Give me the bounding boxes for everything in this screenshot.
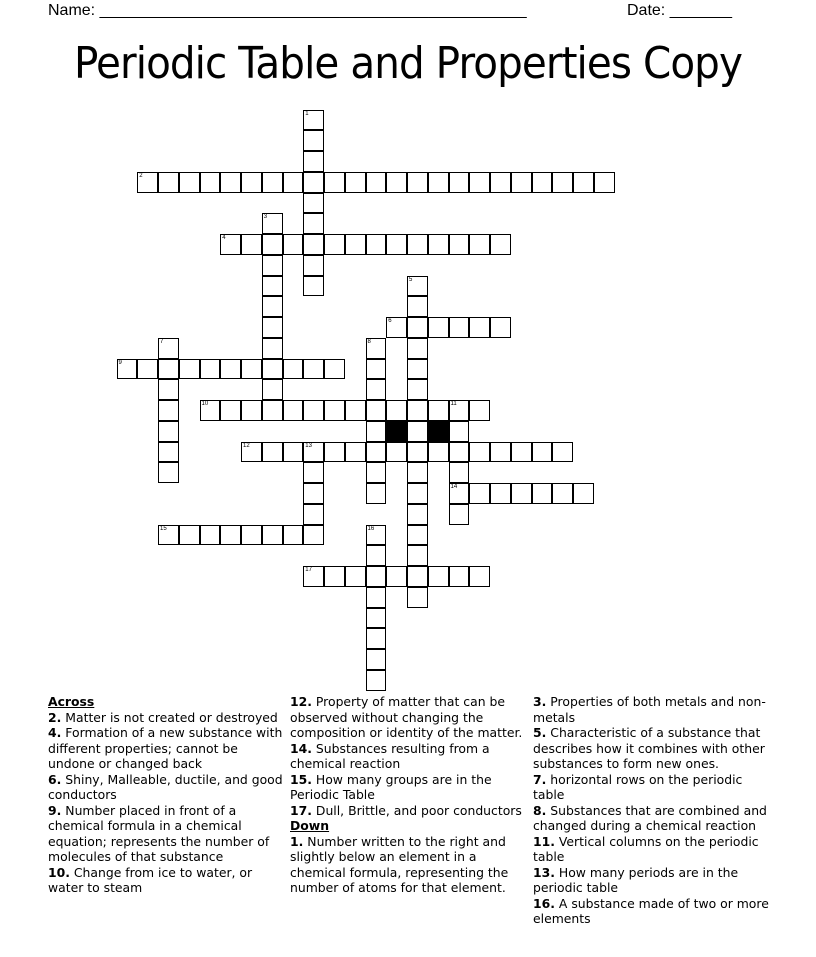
grid-cell[interactable] — [200, 172, 221, 193]
clue-text: Properties of both metals and non-metals — [533, 694, 766, 725]
clue-text: How many groups are in the Periodic Table — [290, 771, 492, 802]
grid-cell[interactable] — [283, 234, 304, 255]
grid-cell[interactable] — [303, 130, 324, 151]
grid-cell[interactable] — [449, 504, 470, 525]
grid-cell[interactable] — [449, 442, 470, 463]
grid-cell[interactable] — [303, 213, 324, 234]
grid-cell[interactable] — [137, 359, 158, 380]
clue-number: 4 — [222, 235, 226, 241]
grid-cell[interactable] — [511, 172, 532, 193]
grid-cell[interactable] — [366, 462, 387, 483]
across-clue — [290, 772, 526, 803]
grid-cell[interactable] — [532, 172, 553, 193]
grid-cell[interactable] — [303, 193, 324, 214]
grid-cell[interactable] — [366, 587, 387, 608]
grid-cell[interactable] — [241, 172, 262, 193]
clue-number: 11 — [450, 401, 457, 407]
clue-number: 14 — [450, 484, 458, 490]
grid-cell[interactable] — [158, 379, 179, 400]
grid-cell[interactable] — [283, 359, 304, 380]
grid-cell[interactable] — [200, 359, 221, 380]
grid-cell[interactable] — [324, 400, 345, 421]
clue-num: 15. — [290, 771, 312, 787]
clue-text: Number written to the right and slightly below an element in a chemical formula, representing the number of atoms for that element. — [290, 833, 509, 895]
grid-cell[interactable] — [386, 400, 407, 421]
down-clue — [533, 725, 773, 772]
grid-cell[interactable] — [532, 442, 553, 463]
grid-cell[interactable] — [552, 442, 573, 463]
grid-cell[interactable] — [262, 359, 283, 380]
grid-cell[interactable] — [303, 462, 324, 483]
clue-text: Number placed in front of a chemical formula in a chemical equation; represents the number of molecules of that substance — [48, 802, 270, 864]
grid-cell[interactable] — [262, 296, 283, 317]
across-clue — [48, 725, 288, 772]
grid-cell[interactable] — [407, 234, 428, 255]
grid-cell[interactable] — [345, 442, 366, 463]
grid-cell[interactable] — [200, 525, 221, 546]
grid-cell[interactable] — [262, 338, 283, 359]
grid-cell[interactable] — [511, 442, 532, 463]
grid-cell[interactable] — [303, 172, 324, 193]
grid-cell[interactable] — [386, 317, 407, 338]
grid-cell[interactable] — [283, 172, 304, 193]
clue-number: 17 — [305, 567, 312, 573]
down-clue — [533, 896, 773, 927]
down-clue — [533, 772, 773, 803]
down-clue — [533, 834, 773, 865]
grid-cell[interactable] — [469, 234, 490, 255]
grid-cell[interactable] — [469, 442, 490, 463]
grid-cell[interactable] — [366, 608, 387, 629]
clue-text: Dull, Brittle, and poor conductors — [315, 802, 522, 818]
grid-cell[interactable] — [241, 359, 262, 380]
grid-cell[interactable] — [283, 442, 304, 463]
clue-text: Matter is not created or destroyed — [65, 709, 278, 725]
down-clue — [290, 834, 526, 896]
clue-num: 1. — [290, 833, 304, 849]
clue-text: Substances that are combined and changed during a chemical reaction — [533, 802, 767, 833]
grid-cell[interactable] — [407, 545, 428, 566]
grid-cell[interactable] — [324, 359, 345, 380]
across-clue — [48, 710, 288, 726]
grid-cell[interactable] — [449, 421, 470, 442]
grid-cell[interactable] — [428, 400, 449, 421]
across-clue — [48, 772, 288, 803]
clue-num: 9. — [48, 802, 62, 818]
clue-number: 3 — [263, 214, 268, 221]
grid-cell[interactable] — [552, 483, 573, 504]
grid-cell[interactable] — [283, 400, 304, 421]
grid-cell[interactable] — [303, 359, 324, 380]
page-title: Periodic Table and Properties Copy — [73, 38, 743, 89]
grid-cell[interactable] — [386, 566, 407, 587]
down-heading: Down — [290, 818, 330, 833]
grid-cell[interactable] — [366, 525, 387, 546]
grid-cell[interactable] — [449, 172, 470, 193]
grid-cell[interactable] — [262, 317, 283, 338]
clue-num: 13. — [533, 864, 555, 880]
grid-cell[interactable] — [407, 359, 428, 380]
grid-cell[interactable] — [449, 462, 470, 483]
grid-cell[interactable] — [303, 525, 324, 546]
grid-cell[interactable] — [407, 587, 428, 608]
grid-cell[interactable] — [345, 400, 366, 421]
grid-cell[interactable] — [407, 172, 428, 193]
grid-cell[interactable] — [303, 483, 324, 504]
grid-cell[interactable] — [386, 442, 407, 463]
grid-cell[interactable] — [158, 172, 179, 193]
grid-cell[interactable] — [449, 566, 470, 587]
grid-cell[interactable] — [220, 525, 241, 546]
clue-number: 16 — [367, 525, 375, 532]
grid-cell[interactable] — [158, 442, 179, 463]
across-clue — [48, 865, 288, 896]
grid-cell[interactable] — [262, 213, 283, 234]
grid-cell[interactable] — [366, 628, 387, 649]
grid-cell[interactable] — [490, 234, 511, 255]
grid-cell[interactable] — [303, 400, 324, 421]
clue-text: Substances resulting from a chemical reaction — [290, 740, 490, 771]
down-clue — [533, 865, 773, 896]
grid-cell[interactable] — [262, 234, 283, 255]
grid-cell[interactable] — [428, 317, 449, 338]
grid-cell[interactable] — [158, 462, 179, 483]
grid-cell[interactable] — [490, 442, 511, 463]
clue-num: 10. — [48, 864, 70, 880]
grid-cell[interactable] — [386, 234, 407, 255]
across-clue — [290, 741, 526, 772]
grid-cell[interactable] — [324, 234, 345, 255]
clue-num: 7. — [533, 771, 547, 787]
grid-cell[interactable] — [283, 525, 304, 546]
grid-cell[interactable] — [262, 400, 283, 421]
grid-cell[interactable] — [490, 172, 511, 193]
grid-cell[interactable] — [303, 276, 324, 297]
grid-cell[interactable] — [469, 566, 490, 587]
down-clue — [533, 803, 773, 834]
grid-cell[interactable] — [407, 317, 428, 338]
clue-num: 14. — [290, 740, 312, 756]
grid-cell[interactable] — [158, 525, 179, 546]
clue-number: 7 — [160, 338, 164, 345]
grid-cell[interactable] — [303, 442, 324, 463]
grid-cell[interactable] — [241, 525, 262, 546]
clue-num: 3. — [533, 694, 547, 709]
grid-cell[interactable] — [407, 525, 428, 546]
grid-cell[interactable] — [407, 442, 428, 463]
clue-text: Characteristic of a substance that describes how it combines with other substances to form new ones. — [533, 725, 765, 771]
grid-cell[interactable] — [158, 338, 179, 359]
grid-cell[interactable] — [428, 172, 449, 193]
grid-cell[interactable] — [428, 442, 449, 463]
grid-cell[interactable] — [241, 400, 262, 421]
clue-number: 9 — [118, 359, 122, 366]
grid-cell[interactable] — [345, 234, 366, 255]
grid-cell[interactable] — [449, 400, 470, 421]
grid-cell[interactable] — [407, 379, 428, 400]
name-field[interactable]: Name: ________________________________________________ — [48, 2, 527, 19]
grid-cell[interactable] — [303, 566, 324, 587]
grid-cell[interactable] — [303, 255, 324, 276]
grid-cell[interactable] — [241, 234, 262, 255]
date-field[interactable]: Date: _______ — [627, 2, 732, 19]
grid-cell[interactable] — [407, 276, 428, 297]
grid-cell[interactable] — [220, 234, 241, 255]
grid-cell[interactable] — [407, 421, 428, 442]
grid-cell[interactable] — [262, 255, 283, 276]
grid-cell[interactable] — [449, 317, 470, 338]
grid-cell[interactable] — [366, 234, 387, 255]
clue-num: 11. — [533, 833, 555, 849]
grid-cell[interactable] — [262, 379, 283, 400]
grid-cell[interactable] — [407, 400, 428, 421]
grid-cell[interactable] — [469, 483, 490, 504]
clue-text: A substance made of two or more elements — [533, 895, 769, 926]
grid-cell[interactable] — [407, 566, 428, 587]
across-clue — [48, 803, 288, 865]
across-heading: Across — [48, 694, 95, 709]
grid-cell[interactable] — [366, 359, 387, 380]
grid-cell[interactable] — [366, 400, 387, 421]
clue-number: 1 — [305, 110, 309, 117]
grid-cell[interactable] — [366, 379, 387, 400]
clue-num: 8. — [533, 802, 547, 818]
clue-num: 2. — [48, 709, 62, 725]
grid-cell[interactable] — [366, 670, 387, 691]
clue-text: Formation of a new substance with different properties; cannot be undone or changed back — [48, 725, 283, 771]
clue-number: 15 — [160, 525, 167, 532]
across-clue — [290, 694, 526, 741]
clue-number: 2 — [139, 172, 143, 179]
grid-cell[interactable] — [366, 483, 387, 504]
down-clue — [533, 694, 773, 725]
clue-text: Property of matter that can be observed without changing the composition or identity of the matter. — [290, 694, 523, 740]
grid-cell[interactable] — [449, 483, 470, 504]
clue-number: 10 — [201, 401, 209, 407]
clue-num: 4. — [48, 725, 62, 740]
grid-cell[interactable] — [366, 545, 387, 566]
grid-cell[interactable] — [428, 566, 449, 587]
grid-cell[interactable] — [158, 359, 179, 380]
grid-cell[interactable] — [262, 442, 283, 463]
black-cell — [428, 421, 449, 442]
grid-cell[interactable] — [511, 483, 532, 504]
clue-text: Shiny, Malleable, ductile, and good conductors — [48, 771, 283, 802]
grid-cell[interactable] — [303, 110, 324, 131]
grid-cell[interactable] — [345, 172, 366, 193]
grid-cell[interactable] — [407, 504, 428, 525]
grid-cell[interactable] — [324, 566, 345, 587]
clue-number: 13 — [305, 442, 312, 449]
grid-cell[interactable] — [366, 442, 387, 463]
grid-cell[interactable] — [594, 172, 615, 193]
clue-num: 6. — [48, 771, 62, 787]
grid-cell[interactable] — [158, 400, 179, 421]
grid-cell[interactable] — [179, 172, 200, 193]
grid-cell[interactable] — [469, 172, 490, 193]
grid-cell[interactable] — [407, 483, 428, 504]
grid-cell[interactable] — [469, 400, 490, 421]
grid-cell[interactable] — [490, 317, 511, 338]
grid-cell[interactable] — [573, 172, 594, 193]
grid-cell[interactable] — [158, 421, 179, 442]
grid-cell[interactable] — [200, 400, 221, 421]
grid-cell[interactable] — [532, 483, 553, 504]
black-cell — [386, 421, 407, 442]
grid-cell[interactable] — [366, 338, 387, 359]
grid-cell[interactable] — [345, 566, 366, 587]
grid-cell[interactable] — [303, 234, 324, 255]
clues-column-2 — [290, 694, 526, 896]
grid-cell[interactable] — [241, 442, 262, 463]
clue-number: 12 — [243, 442, 250, 449]
across-clue — [290, 803, 526, 819]
grid-cell[interactable] — [324, 442, 345, 463]
grid-cell[interactable] — [407, 462, 428, 483]
grid-cell[interactable] — [117, 359, 138, 380]
grid-cell[interactable] — [490, 483, 511, 504]
grid-cell[interactable] — [573, 483, 594, 504]
clue-num: 12. — [290, 694, 312, 709]
grid-cell[interactable] — [407, 296, 428, 317]
grid-cell[interactable] — [220, 359, 241, 380]
clue-text: Vertical columns on the periodic table — [533, 833, 759, 864]
grid-cell[interactable] — [220, 400, 241, 421]
grid-cell[interactable] — [220, 172, 241, 193]
grid-cell[interactable] — [449, 234, 470, 255]
clue-text: horizontal rows on the periodic table — [533, 771, 743, 802]
grid-cell[interactable] — [428, 234, 449, 255]
clue-text: How many periods are in the periodic table — [533, 864, 739, 895]
grid-cell[interactable] — [303, 151, 324, 172]
clue-text: Change from ice to water, or water to steam — [48, 864, 253, 895]
clue-number: 5 — [409, 276, 413, 283]
clue-number: 8 — [367, 338, 371, 345]
grid-cell[interactable] — [179, 525, 200, 546]
clue-num: 16. — [533, 895, 555, 911]
grid-cell[interactable] — [262, 525, 283, 546]
grid-cell[interactable] — [366, 566, 387, 587]
grid-cell[interactable] — [386, 172, 407, 193]
grid-cell[interactable] — [179, 359, 200, 380]
grid-cell[interactable] — [262, 172, 283, 193]
grid-cell[interactable] — [303, 504, 324, 525]
grid-cell[interactable] — [366, 172, 387, 193]
grid-cell[interactable] — [407, 338, 428, 359]
grid-cell[interactable] — [552, 172, 573, 193]
grid-cell[interactable] — [262, 276, 283, 297]
grid-cell[interactable] — [366, 649, 387, 670]
clue-number: 6 — [388, 318, 392, 324]
clue-num: 5. — [533, 725, 547, 740]
grid-cell[interactable] — [469, 317, 490, 338]
clues-column-1 — [48, 694, 288, 896]
clue-num: 17. — [290, 802, 312, 818]
grid-cell[interactable] — [324, 172, 345, 193]
grid-cell[interactable] — [366, 421, 387, 442]
clues-column-3 — [533, 694, 773, 927]
grid-cell[interactable] — [137, 172, 158, 193]
